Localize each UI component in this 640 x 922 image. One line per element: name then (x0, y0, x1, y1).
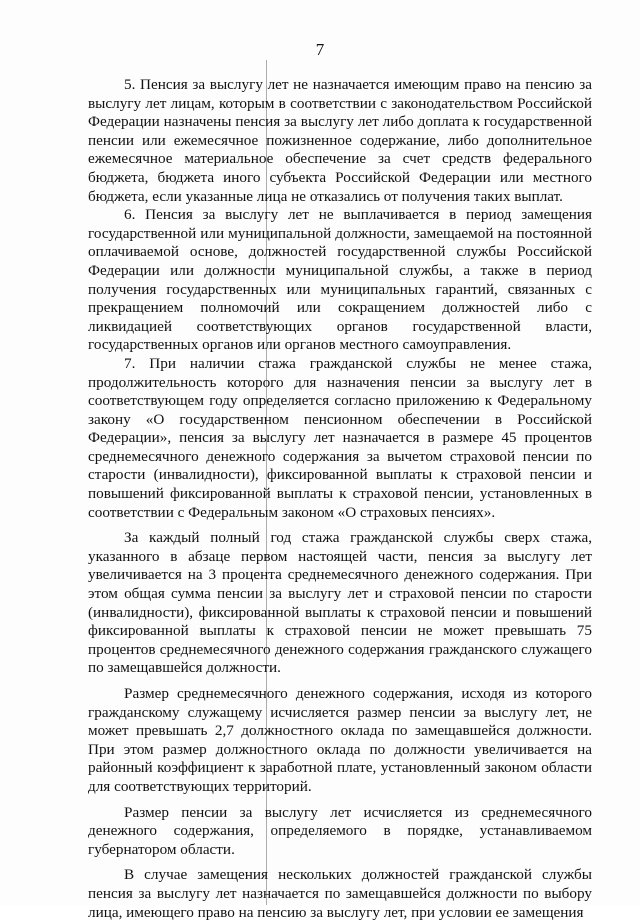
page-number: 7 (315, 40, 325, 59)
paragraph-7-additional-service: За каждый полный год стажа гражданской службы сверх стажа, указанного в абзаце первом настоящей части, пенсия за выслугу лет увеличивается на 3 процента среднемесячного денежного содержания. При этом общая сумма пенсии за выслугу лет и страховой пенсии по старости (инвалидности), фиксированной выплаты к страховой пенсии и повышений фиксированной выплаты к страховой пенсии не может превышать 75 процентов среднемесячного денежного содержания гражданского служащего по замещавшейся должности. (88, 529, 592, 677)
document-body (88, 76, 592, 922)
paragraph-6: 6. Пенсия за выслугу лет не выплачивается в период замещения государственной или муниципальной должности, замещаемой на постоянной оплачиваемой основе, должностей государственной службы Российской Федерации или должности муниципальной службы, а также в период получения государственных или муниципальных гарантий, связанных с прекращением полномочий или сокращением должностей либо с ликвидацией соответствующих органов государственной власти, государственных органов или органов местного самоуправления. (88, 206, 592, 354)
paragraph-5: 5. Пенсия за выслугу лет не назначается имеющим право на пенсию за выслугу лет лицам, которым в соответствии с законодательством Российской Федерации назначены пенсия за выслугу лет либо доплата к государственной пенсии или ежемесячное пожизненное содержание, либо дополнительное ежемесячное материальное обеспечение за счет средств федерального бюджета, бюджета иного субъекта Российской Федерации или местного бюджета, если указанные лица не отказались от получения таких выплат. (88, 76, 592, 205)
paragraph-7-average-salary: Размер среднемесячного денежного содержания, исходя из которого гражданскому служащему исчисляется размер пенсии за выслугу лет, не может превышать 2,7 должностного оклада по замещавшейся должности. При этом размер должностного оклада по должности увеличивается на районный коэффициент к заработной плате, установленный законом области для соответствующих территорий. (88, 685, 592, 795)
paragraph-7-pension-calculation: Размер пенсии за выслугу лет исчисляется из среднемесячного денежного содержания, определяемого в порядке, устанавливаемом губернатором области. (88, 803, 592, 858)
paragraph-7: 7. При наличии стажа гражданской службы не менее стажа, продолжительность которого для назначения пенсии за выслугу лет в соответствующем году определяется согласно приложению к Федеральному закону «О государственном пенсионном обеспечении в Российской Федерации», пенсия за выслугу лет назначается в размере 45 процентов среднемесячного денежного содержания за вычетом страховой пенсии по старости (инвалидности), фиксированной выплаты к страховой пенсии и повышений фиксированной выплаты к страховой пенсии, установленных в соответствии с Федеральным законом «О страховых пенсиях». (88, 354, 592, 521)
paragraph-7-multiple-positions: В случае замещения нескольких должностей гражданской службы пенсия за выслугу лет назначается по замещавшейся должности по выбору лица, имеющего право на пенсию за выслугу лет, при условии ее замещения (88, 866, 592, 921)
